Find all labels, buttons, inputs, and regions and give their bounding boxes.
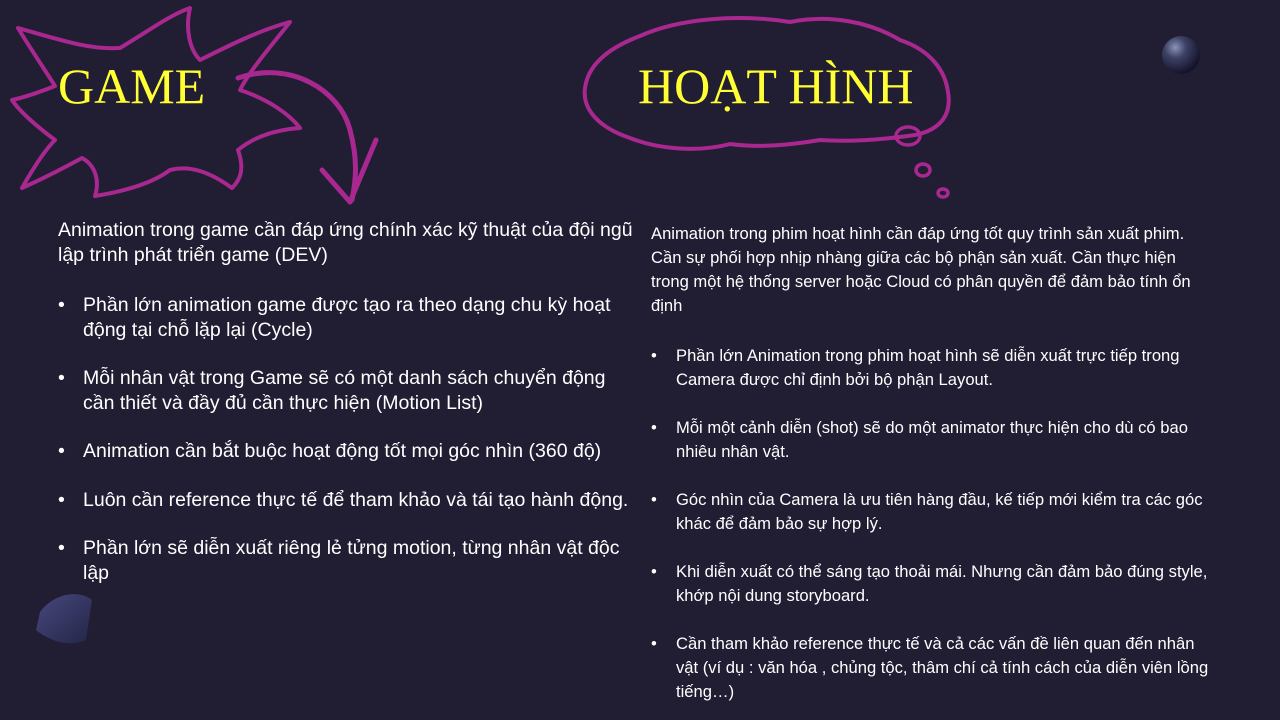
list-item bbox=[58, 488, 638, 513]
game-column bbox=[58, 218, 638, 609]
arrow-head-doodle bbox=[322, 140, 376, 202]
bullet-icon: • bbox=[58, 488, 65, 511]
swirl-arrow-doodle bbox=[238, 73, 356, 200]
bullet-icon: • bbox=[651, 634, 657, 653]
list-item bbox=[651, 344, 1211, 392]
bullet-icon: • bbox=[651, 490, 657, 509]
list-item-text: Góc nhìn của Camera là ưu tiên hàng đầu, kế tiếp mới kiểm tra các góc khác để đảm bảo sự hợp lý. bbox=[676, 490, 1203, 533]
bullet-icon: • bbox=[651, 562, 657, 581]
list-item-text: Phần lớn Animation trong phim hoạt hình sẽ diễn xuất trực tiếp trong Camera được chỉ định bởi bộ phận Layout. bbox=[676, 346, 1180, 389]
list-item bbox=[58, 536, 638, 585]
thought-bubble-1 bbox=[896, 127, 920, 145]
bullet-icon: • bbox=[58, 537, 65, 559]
thought-bubble-2 bbox=[916, 164, 930, 176]
bullet-icon: • bbox=[58, 367, 65, 389]
list-item-text: Luôn cần reference thực tế để tham khảo và tái tạo hành động. bbox=[83, 488, 629, 511]
game-bullet-list bbox=[58, 293, 638, 585]
list-item-text: Mỗi một cảnh diễn (shot) sẽ do một animator thực hiện cho dù có bao nhiêu nhân vật. bbox=[676, 418, 1188, 461]
list-item bbox=[651, 488, 1211, 536]
bullet-icon: • bbox=[58, 294, 65, 316]
orb-decoration bbox=[1162, 36, 1200, 74]
list-item-text: Cần tham khảo reference thực tế và cả các vấn đề liên quan đến nhân vật (ví dụ : văn hóa , chủng tộc, thâm chí cả tính cách của diễn viên lồng tiếng…) bbox=[676, 634, 1209, 701]
bullet-icon: • bbox=[651, 418, 657, 437]
list-item-text: Animation cần bắt buộc hoạt động tốt mọi góc nhìn (360 độ) bbox=[83, 440, 602, 462]
list-item bbox=[651, 560, 1211, 608]
title-game: GAME bbox=[58, 58, 206, 114]
list-item bbox=[651, 632, 1211, 704]
animation-column bbox=[651, 222, 1211, 720]
list-item-text: Mỗi nhân vật trong Game sẽ có một danh sách chuyển động cần thiết và đầy đủ cần thực hiện (Motion List) bbox=[83, 367, 606, 414]
thought-bubble-3 bbox=[938, 189, 948, 197]
list-item-text: Khi diễn xuất có thể sáng tạo thoải mái. Nhưng cần đảm bảo đúng style, khớp nội dung storyboard. bbox=[676, 562, 1208, 605]
bullet-icon: • bbox=[58, 440, 65, 462]
bullet-icon: • bbox=[651, 346, 657, 365]
animation-intro: Animation trong phim hoạt hình cần đáp ứng tốt quy trình sản xuất phim. Cần sự phối hợp nhịp nhàng giữa các bộ phận sản xuất. Cần thực hiện trong một hệ thống server hoặc Cloud có phân quyền để đảm bảo tính ổn định bbox=[651, 224, 1191, 315]
list-item bbox=[651, 416, 1211, 464]
list-item-text: Phần lớn sẽ diễn xuất riêng lẻ tửng motion, từng nhân vật độc lập bbox=[83, 537, 620, 584]
game-intro: Animation trong game cần đáp ứng chính xác kỹ thuật của đội ngũ lập trình phát triển game (DEV) bbox=[58, 219, 633, 266]
animation-bullet-list bbox=[651, 344, 1211, 704]
list-item-text: Phần lớn animation game được tạo ra theo dạng chu kỳ hoạt động tại chỗ lặp lại (Cycle) bbox=[83, 294, 611, 341]
list-item bbox=[58, 439, 638, 464]
list-item bbox=[58, 293, 638, 342]
title-animation: HOẠT HÌNH bbox=[638, 58, 914, 114]
list-item bbox=[58, 366, 638, 415]
